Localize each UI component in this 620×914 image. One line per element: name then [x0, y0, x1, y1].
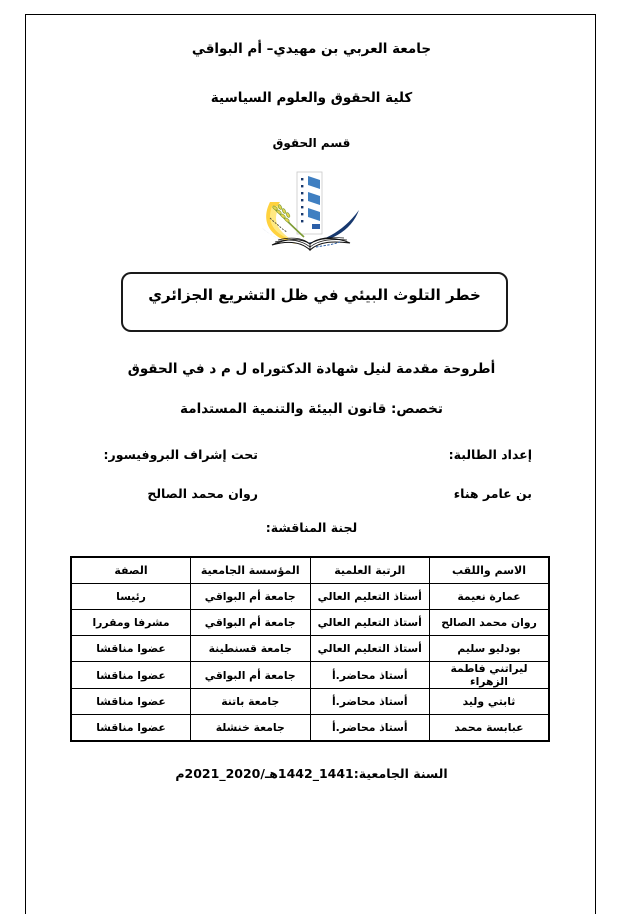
supervisor-block — [104, 447, 258, 501]
cell-rank: أستاذ محاضر.أ — [310, 662, 430, 689]
student-label: إعداد الطالبة: — [448, 447, 532, 462]
cell-institution: جامعة أم البواقي — [191, 584, 311, 610]
thesis-type: أطروحة مقدمة لنيل شهادة الدكتوراه ل م د في الحقوق — [127, 361, 496, 377]
thesis-title-box — [121, 272, 508, 332]
committee-table — [70, 556, 550, 742]
cell-name: عمارة نعيمة — [430, 584, 550, 610]
university-logo — [256, 170, 364, 258]
university-logo-icon — [256, 170, 364, 258]
table-row — [71, 689, 549, 715]
department-name: قسم الحقوق — [272, 136, 351, 150]
table-row — [71, 715, 549, 742]
student-name: بن عامر هناء — [453, 486, 532, 501]
cell-name: بودليو سليم — [430, 636, 550, 662]
thesis-specialty: تخصص: قانون البيئة والتنمية المستدامة — [180, 401, 443, 417]
cell-institution: جامعة أم البواقي — [191, 662, 311, 689]
cell-rank: أستاذ التعليم العالي — [310, 636, 430, 662]
table-header-row — [71, 557, 549, 584]
cell-role: عضوا مناقشا — [71, 715, 191, 742]
logo-window-4 — [312, 224, 320, 229]
cell-name: عبابسة محمد — [430, 715, 550, 742]
table-row — [71, 636, 549, 662]
faculty-name: كلية الحقوق والعلوم السياسية — [210, 90, 413, 106]
student-block — [449, 447, 532, 501]
thesis-title: خطر التلوث البيئي في ظل التشريع الجزائري — [148, 286, 481, 304]
header-cell-role: الصفة — [71, 557, 191, 584]
academic-year: السنة الجامعية:1441_1442هـ/2020_2021م — [175, 766, 448, 781]
header-cell-institution: المؤسسة الجامعية — [191, 557, 311, 584]
university-name: جامعة العربي بن مهيدي– أم البواقي — [191, 41, 432, 57]
cell-rank: أستاذ التعليم العالي — [310, 610, 430, 636]
cell-rank: أستاذ محاضر.أ — [310, 689, 430, 715]
table-row — [71, 584, 549, 610]
cell-role: عضوا مناقشا — [71, 662, 191, 689]
table-row — [71, 662, 549, 689]
cell-rank: أستاذ محاضر.أ — [310, 715, 430, 742]
cell-name: روان محمد الصالح — [430, 610, 550, 636]
table-row — [71, 610, 549, 636]
committee-section-label: لجنة المناقشة: — [265, 520, 358, 535]
cell-institution: جامعة أم البواقي — [191, 610, 311, 636]
cell-name: ثابتي وليد — [430, 689, 550, 715]
cell-role: مشرفا ومقررا — [71, 610, 191, 636]
header-cell-rank: الرتبة العلمية — [310, 557, 430, 584]
cell-role: رئيسا — [71, 584, 191, 610]
cell-institution: جامعة قسنطينة — [191, 636, 311, 662]
cell-name: ليراتني فاطمة الزهراء — [430, 662, 550, 689]
cell-role: عضوا مناقشا — [71, 689, 191, 715]
cell-rank: أستاذ التعليم العالي — [310, 584, 430, 610]
cell-institution: جامعة باتنة — [191, 689, 311, 715]
cell-role: عضوا مناقشا — [71, 636, 191, 662]
supervisor-label: تحت إشراف البروفيسور: — [103, 447, 258, 462]
supervisor-name: روان محمد الصالح — [147, 486, 258, 501]
header-cell-name: الاسم واللقب — [430, 557, 550, 584]
cell-institution: جامعة خنشلة — [191, 715, 311, 742]
